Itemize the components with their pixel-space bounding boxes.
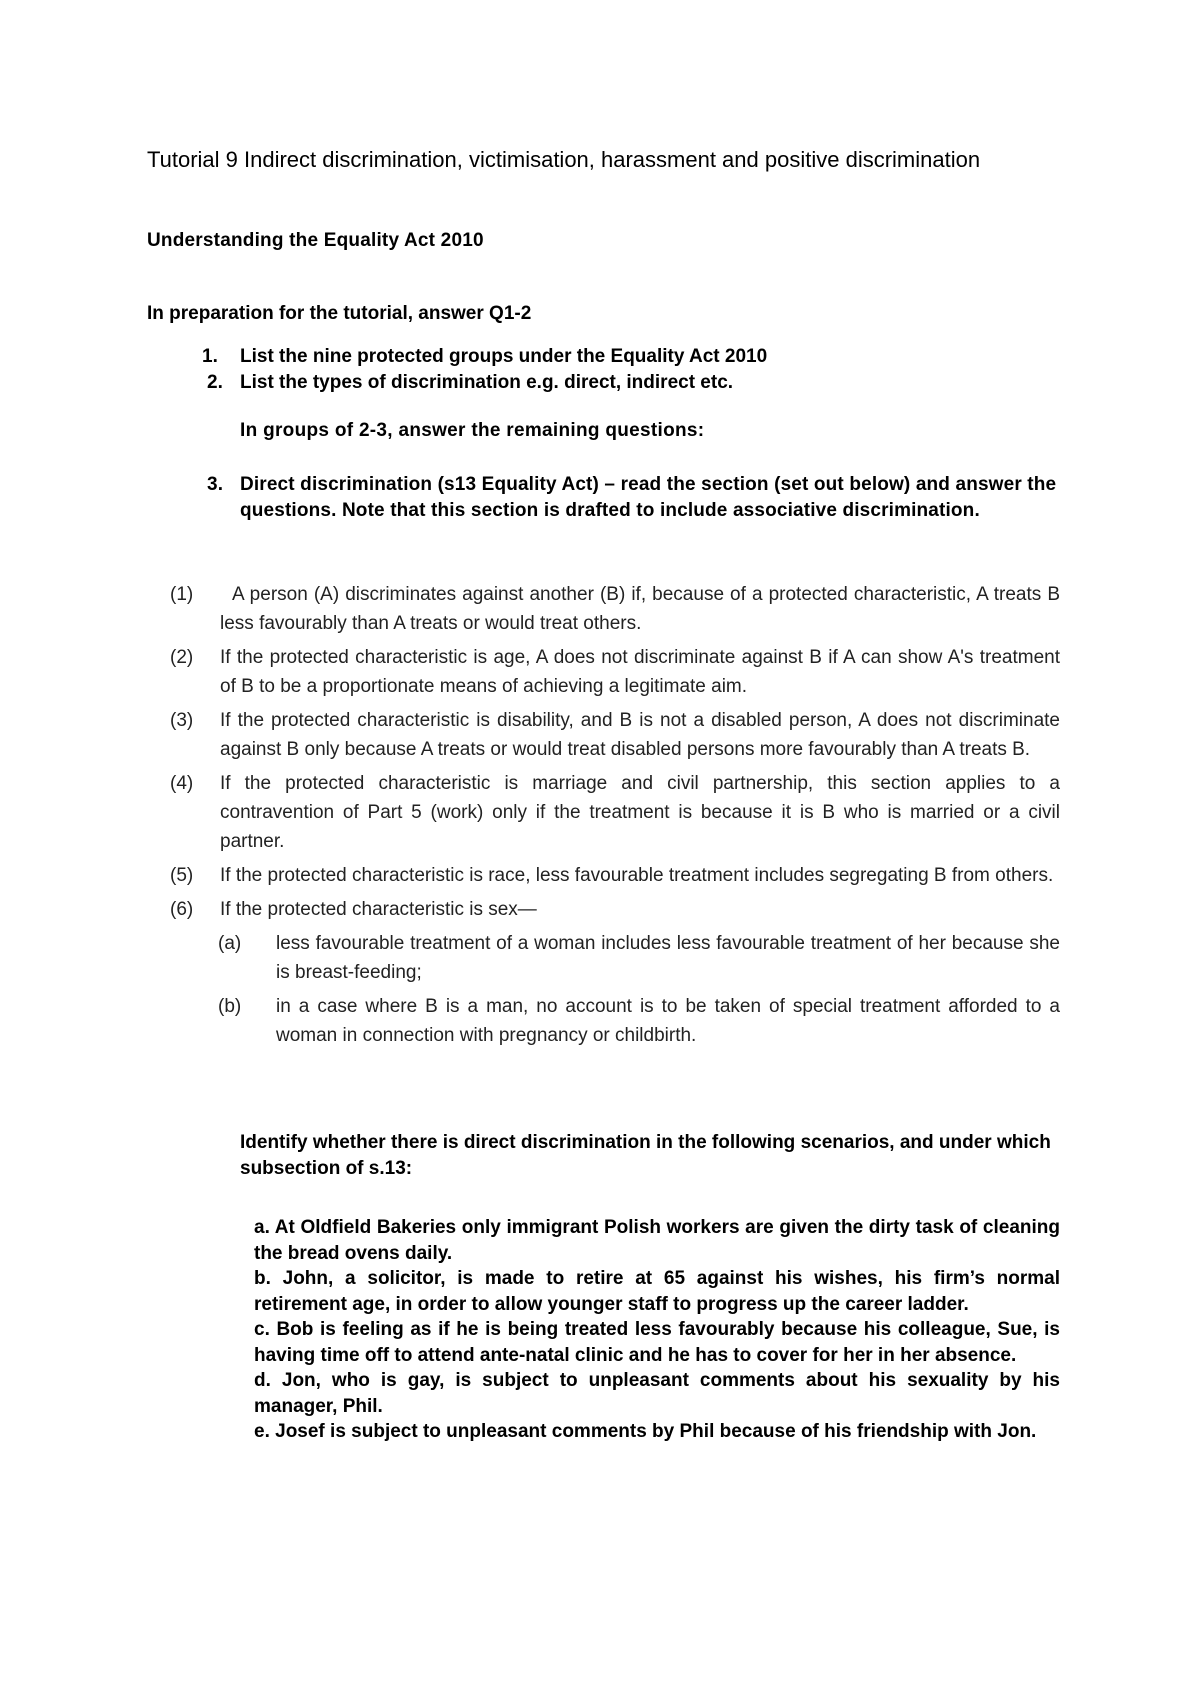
page-title: Tutorial 9 Indirect discrimination, victimisation, harassment and positive discrimination — [147, 147, 981, 172]
clause-number: (6) — [170, 899, 194, 920]
question-2 — [207, 370, 1060, 396]
identify-instruction: Identify whether there is direct discrimination in the following scenarios, and under which subsection of s.13: — [240, 1132, 1051, 1179]
section-subclause — [170, 929, 1060, 987]
question-3 — [207, 472, 1062, 524]
preparation-instruction: In preparation for the tutorial, answer Q1-2 — [147, 303, 532, 324]
clause-number: (2) — [170, 647, 194, 668]
question-number: 2. — [207, 372, 223, 393]
groups-instruction: In groups of 2-3, answer the remaining questions: — [240, 420, 705, 441]
clause-number: (5) — [170, 865, 194, 886]
document-subtitle: Understanding the Equality Act 2010 — [147, 230, 484, 251]
question-text: List the types of discrimination e.g. direct, indirect etc. — [240, 372, 734, 393]
section-clause — [170, 706, 1060, 764]
question-number: 1. — [202, 346, 218, 367]
section-clause — [170, 895, 1060, 924]
section-clause — [170, 769, 1060, 856]
subclause-number: (b) — [218, 996, 242, 1017]
section-clause — [170, 861, 1060, 890]
clause-text: If the protected characteristic is marriage and civil partnership, this section applies to a contravention of Part 5 (work) only if the treatment is because it is B who is married or a civil partner. — [220, 773, 1060, 852]
scenario-list — [254, 1215, 1060, 1445]
clause-text: If the protected characteristic is age, A does not discriminate against B if A can show A's treatment of B to be a proportionate means of achieving a legitimate aim. — [220, 647, 1060, 697]
clause-text: If the protected characteristic is disability, and B is not a disabled person, A does not discriminate against B only because A treats or would treat disabled persons more favourably than A treats B. — [220, 710, 1060, 760]
scenario-item: e. Josef is subject to unpleasant comments by Phil because of his friendship with Jon. — [254, 1421, 1037, 1442]
question-number: 3. — [207, 474, 224, 495]
scenario-item: a. At Oldfield Bakeries only immigrant Polish workers are given the dirty task of cleaning the bread ovens daily. — [254, 1217, 1060, 1264]
scenario-item: d. Jon, who is gay, is subject to unpleasant comments about his sexuality by his manager, Phil. — [254, 1370, 1060, 1417]
section-clause — [170, 580, 1060, 638]
clause-number: (3) — [170, 710, 194, 731]
section-subclause — [170, 992, 1060, 1050]
clause-number: (4) — [170, 773, 194, 794]
question-text: List the nine protected groups under the Equality Act 2010 — [240, 346, 768, 367]
section-clause — [170, 643, 1060, 701]
subclause-text: in a case where B is a man, no account is to be taken of special treatment afforded to a woman in connection with pregnancy or childbirth. — [276, 996, 1060, 1046]
clause-text: If the protected characteristic is sex— — [220, 899, 537, 920]
subclause-text: less favourable treatment of a woman includes less favourable treatment of her because she is breast-feeding; — [276, 933, 1060, 983]
question-1 — [202, 344, 1060, 370]
clause-text: A person (A) discriminates against another (B) if, because of a protected characteristic, A treats B less favourably than A treats or would treat others. — [220, 584, 1060, 634]
section-13-text — [170, 580, 1060, 1055]
clause-number: (1) — [170, 584, 194, 605]
subclause-number: (a) — [218, 933, 242, 954]
question-text: Direct discrimination (s13 Equality Act) – read the section (set out below) and answer the questions. Note that this section is drafted to include associative discrimination. — [240, 474, 1057, 521]
scenario-item: b. John, a solicitor, is made to retire at 65 against his wishes, his firm’s normal retirement age, in order to allow younger staff to progress up the career ladder. — [254, 1268, 1060, 1315]
scenario-item: c. Bob is feeling as if he is being treated less favourably because his colleague, Sue, is having time off to attend ante-natal clinic and he has to cover for her in her absence. — [254, 1319, 1060, 1366]
clause-text: If the protected characteristic is race, less favourable treatment includes segregating B from others. — [220, 865, 1054, 886]
